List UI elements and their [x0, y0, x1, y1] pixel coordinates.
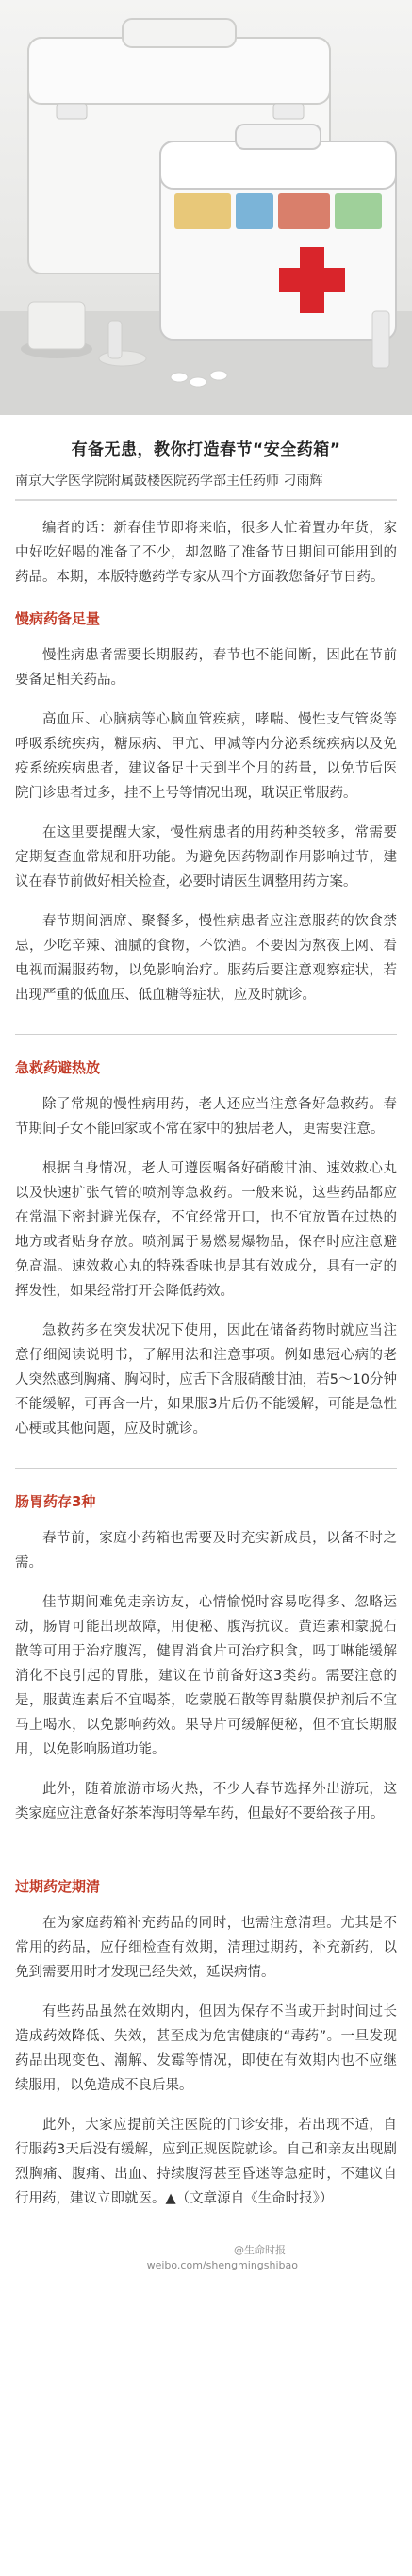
section-paragraph: 春节期间酒席、聚餐多，慢性病患者应注意服药的饮食禁忌，少吃辛辣、油腻的食物，不饮酒。不要因为熬夜上网、看电视而漏服药物，以免影响治疗。服药后要注意观察症状，若出现严重的低血压、低血糖等症状，应及时就诊。	[15, 914, 397, 1003]
article-byline: 南京大学医学院附属鼓楼医院药学部主任药师 刁雨辉	[15, 471, 397, 501]
article-body	[0, 516, 412, 2294]
section-divider	[15, 1034, 397, 1035]
section-paragraph: 有些药品虽然在效期内，但因为保存不当或开封时间过长造成药效降低、失效，甚至成为危害健康的“毒药”。一旦发现药品出现变色、潮解、发霉等情况，即使在有效期内也不应继续服用，以免造成不良后果。	[15, 2004, 397, 2093]
section-paragraph: 春节前，家庭小药箱也需要及时充实新成员，以备不时之需。	[15, 1531, 397, 1571]
section-heading: 慢病药备足量	[15, 610, 101, 627]
section-heading: 肠胃药存3种	[15, 1493, 96, 1510]
section-divider	[15, 1468, 397, 1469]
section-paragraph: 高血压、心脑病等心脑血管疾病，哮喘、慢性支气管炎等呼吸系统疾病，糖尿病、甲亢、甲减等内分泌系统疾病以及免疫系统疾病患者，建议备足十天到半个月的药量，以免节后医院门诊患者过多，挂不上号等情况出现，耽误正常服药。	[15, 712, 397, 801]
section-chronic-meds	[15, 608, 397, 1007]
section-heading: 急救药避热放	[15, 1059, 101, 1076]
section-paragraph: 急救药多在突发状况下使用，因此在储备药物时就应当注意仔细阅读说明书，了解用法和注意事项。例如患冠心病的老人突然感到胸痛、胸闷时，应舌下含服硝酸甘油，若5～10分钟不能缓解，可再含一片，如果服3片后仍不能缓解，可能是急性心梗或其他问题，应及时就诊。	[15, 1323, 397, 1437]
watermark-url: weibo.com/shengmingshibao	[146, 2259, 298, 2271]
article-title: 有备无患，教你打造春节“安全药箱”	[71, 440, 341, 459]
watermark-handle: @生命时报	[234, 2244, 286, 2256]
section-paragraph: 在为家庭药箱补充药品的同时，也需注意清理。尤其是不常用的药品，应仔细检查有效期，清理过期药，补充新药，以免到需要用时才发现已经失效，延误病情。	[15, 1916, 397, 1980]
hero-image	[0, 0, 412, 415]
weibo-watermark	[15, 2243, 397, 2294]
section-paragraph: 慢性病患者需要长期服药，春节也不能间断，因此在节前要备足相关药品。	[15, 648, 397, 688]
section-paragraph: 佳节期间难免走亲访友，心情愉悦时容易吃得多、忽略运动，肠胃可能出现故障，用便秘、腹泻抗议。黄连素和蒙脱石散等可用于治疗腹泻，健胃消食片可治疗积食，吗丁啉能缓解消化不良引起的胃胀，建议在节前备好这3类药。需要注意的是，服黄连素后不宜喝茶，吃蒙脱石散等胃黏膜保护剂后不宜马上喝水，以免影响药效。果导片可缓解便秘，但不宜长期服用，以免影响肠道功能。	[15, 1595, 397, 1757]
section-paragraph: 此外，大家应提前关注医院的门诊安排，若出现不适，自行服药3天后没有缓解，应到正规医院就诊。自己和亲友出现剧烈胸痛、腹痛、出血、持续腹泻甚至昏迷等急症时，不建议自行用药，建议立即就医。▲（文章源自《生命时报》）	[15, 2118, 397, 2206]
article-intro: 编者的话：新春佳节即将来临，很多人忙着置办年货，家中好吃好喝的准备了不少，却忽略了准备节日期间可能用到的药品。本期，本版特邀药学专家从四个方面教您备好节日药。	[15, 521, 397, 585]
medicine-kit-illustration	[0, 0, 412, 415]
section-paragraph: 除了常规的慢性病用药，老人还应当注意备好急救药。春节期间子女不能回家或不常在家中的独居老人，更需要注意。	[15, 1097, 397, 1137]
article-header	[0, 415, 412, 501]
section-paragraph: 根据自身情况，老人可遵医嘱备好硝酸甘油、速效救心丸以及快速扩张气管的喷剂等急救药。一般来说，这些药品都应在常温下密封避光保存，不宜经常开口，也不宜放置在过热的地方或者贴身存放。喷剂属于易燃易爆物品，保存时应注意避免高温。速效救心丸的特殊香味也是其有效成分，具有一定的挥发性，如果经常打开会降低药效。	[15, 1161, 397, 1299]
section-paragraph: 在这里要提醒大家，慢性病患者的用药种类较多，常需要定期复查血常规和肝功能。为避免因药物副作用影响过节，建议在春节前做好相关检查，必要时请医生调整用药方案。	[15, 825, 397, 889]
section-expired-meds	[15, 1876, 397, 2211]
section-paragraph: 此外，随着旅游市场火热，不少人春节选择外出游玩，这类家庭应注意备好茶苯海明等晕车药，但最好不要给孩子用。	[15, 1782, 397, 1821]
section-heading: 过期药定期清	[15, 1878, 101, 1895]
section-emergency-meds	[15, 1057, 397, 1441]
section-gastro-meds	[15, 1491, 397, 1826]
